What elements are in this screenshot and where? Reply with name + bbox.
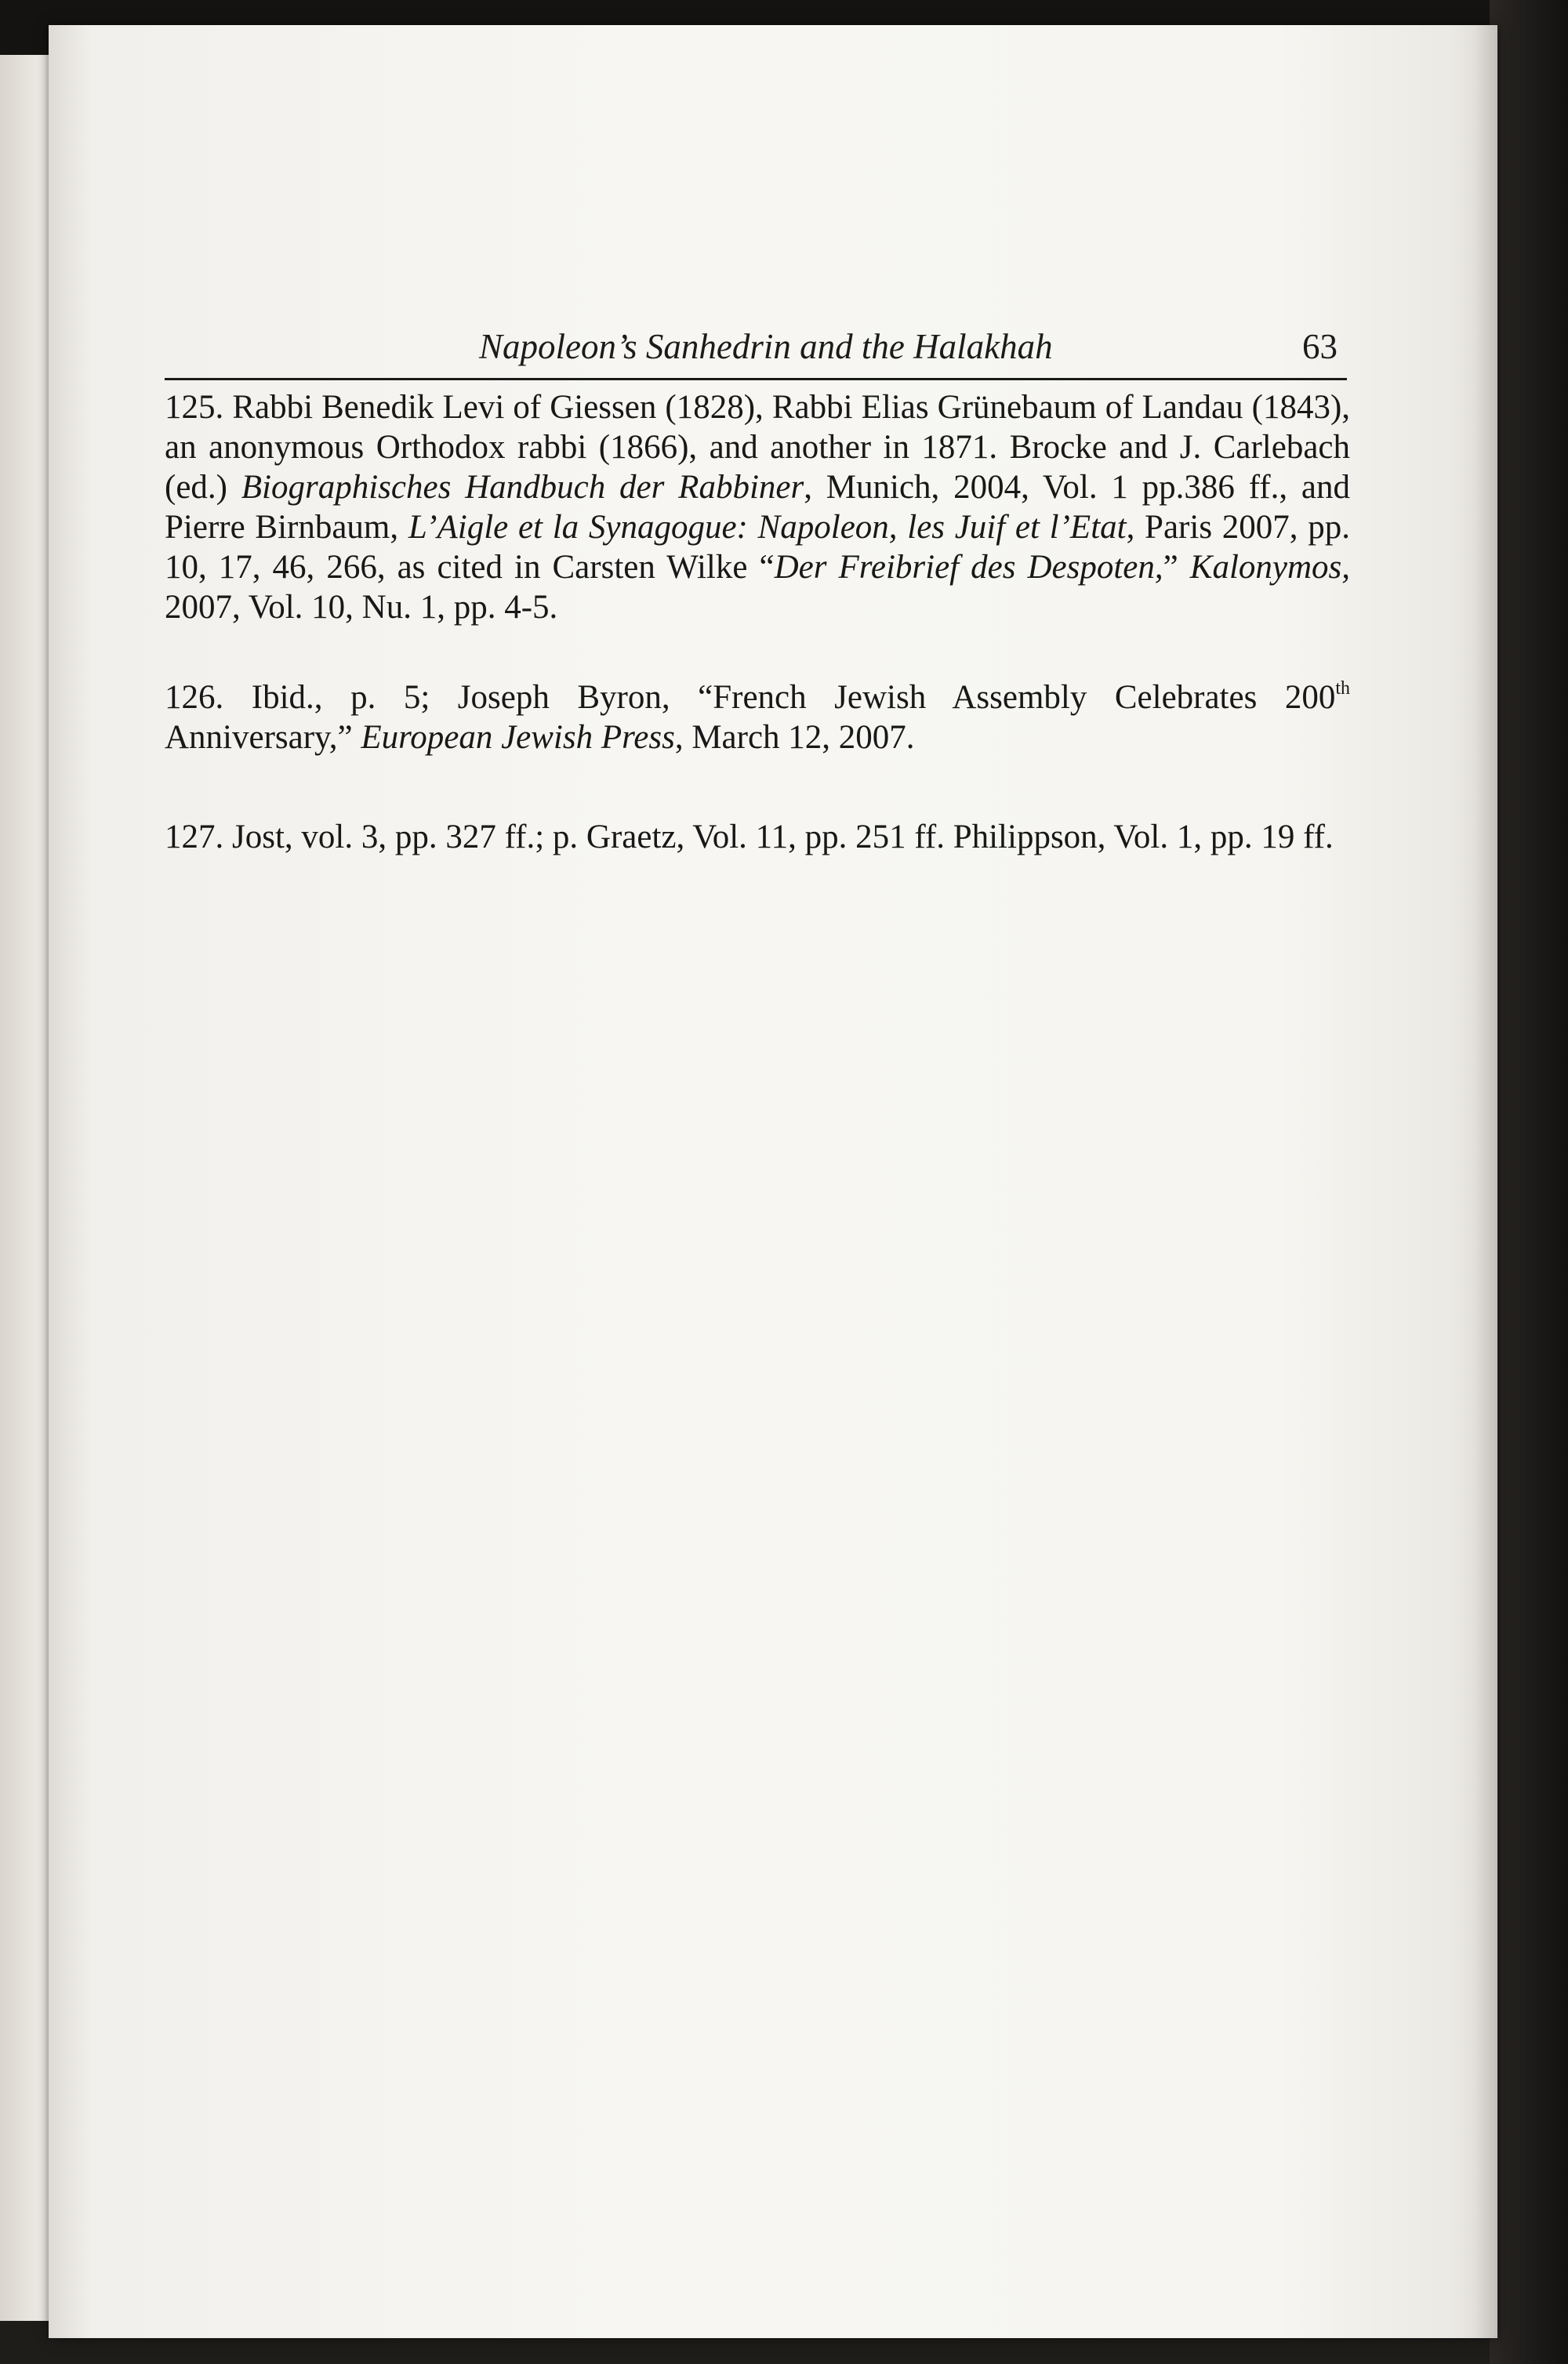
footnote-segment: Rabbi Benedik Levi of Giessen (1828), Rabbi Elias Grünebaum of Landau (1843), an anonymous Orthodox rabbi (1866), and another in 1871. Brocke and J. Carlebach (ed.) xyxy=(165,389,1351,506)
book-title: L’Aigle et la Synagogue: Napoleon, les Juif et l’Etat xyxy=(408,509,1127,546)
journal-title: European Jewish Press xyxy=(361,719,675,756)
footnote-segment: , Munich, 2004, Vol. 1 pp.386 ff., and Pierre Birnbaum, xyxy=(165,469,1350,546)
footnote-125 xyxy=(165,387,1350,627)
page-shadow xyxy=(1474,25,1497,2338)
footnote-segment: Anniversary,” xyxy=(165,719,361,756)
journal-title: Kalonymos, xyxy=(1189,549,1351,586)
article-title: Der Freibrief des Despoten, xyxy=(774,549,1163,586)
book-title: Biographisches Handbuch der Rabbiner xyxy=(241,469,804,506)
footnote-text xyxy=(165,387,1350,627)
ordinal-suffix: th xyxy=(1335,678,1351,699)
running-header xyxy=(165,323,1347,380)
footnote-number: 127. xyxy=(165,819,224,855)
footnote-segment: Ibid., p. 5; Joseph Byron, “French Jewish Assembly Celebrates 200 xyxy=(251,679,1336,716)
footnote-segment: 2007, Vol. 10, Nu. 1, pp. 4-5. xyxy=(165,589,558,626)
footnote-segment: , March 12, 2007. xyxy=(674,719,915,756)
footnote-segment: , Paris 2007, pp. 10, 17, 46, 266, as cited in Carsten Wilke “ xyxy=(165,509,1350,586)
footnote-126 xyxy=(165,677,1350,757)
scan-backdrop-right xyxy=(1490,0,1568,2364)
page-number: 63 xyxy=(1302,327,1338,366)
footnote-number: 125. xyxy=(165,389,224,426)
book-page xyxy=(49,25,1497,2338)
footnote-segment: Jost, vol. 3, pp. 327 ff.; p. Graetz, Vol. 11, pp. 251 ff. Philippson, Vol. 1, pp. 19 ff. xyxy=(232,819,1334,855)
running-title: Napoleon’s Sanhedrin and the Halakhah xyxy=(479,327,1053,366)
footnote-segment: ” xyxy=(1163,549,1190,586)
footnote-text xyxy=(165,817,1350,857)
footnote-127 xyxy=(165,817,1350,857)
footnote-text xyxy=(165,677,1350,757)
footnote-number: 126. xyxy=(165,679,224,716)
